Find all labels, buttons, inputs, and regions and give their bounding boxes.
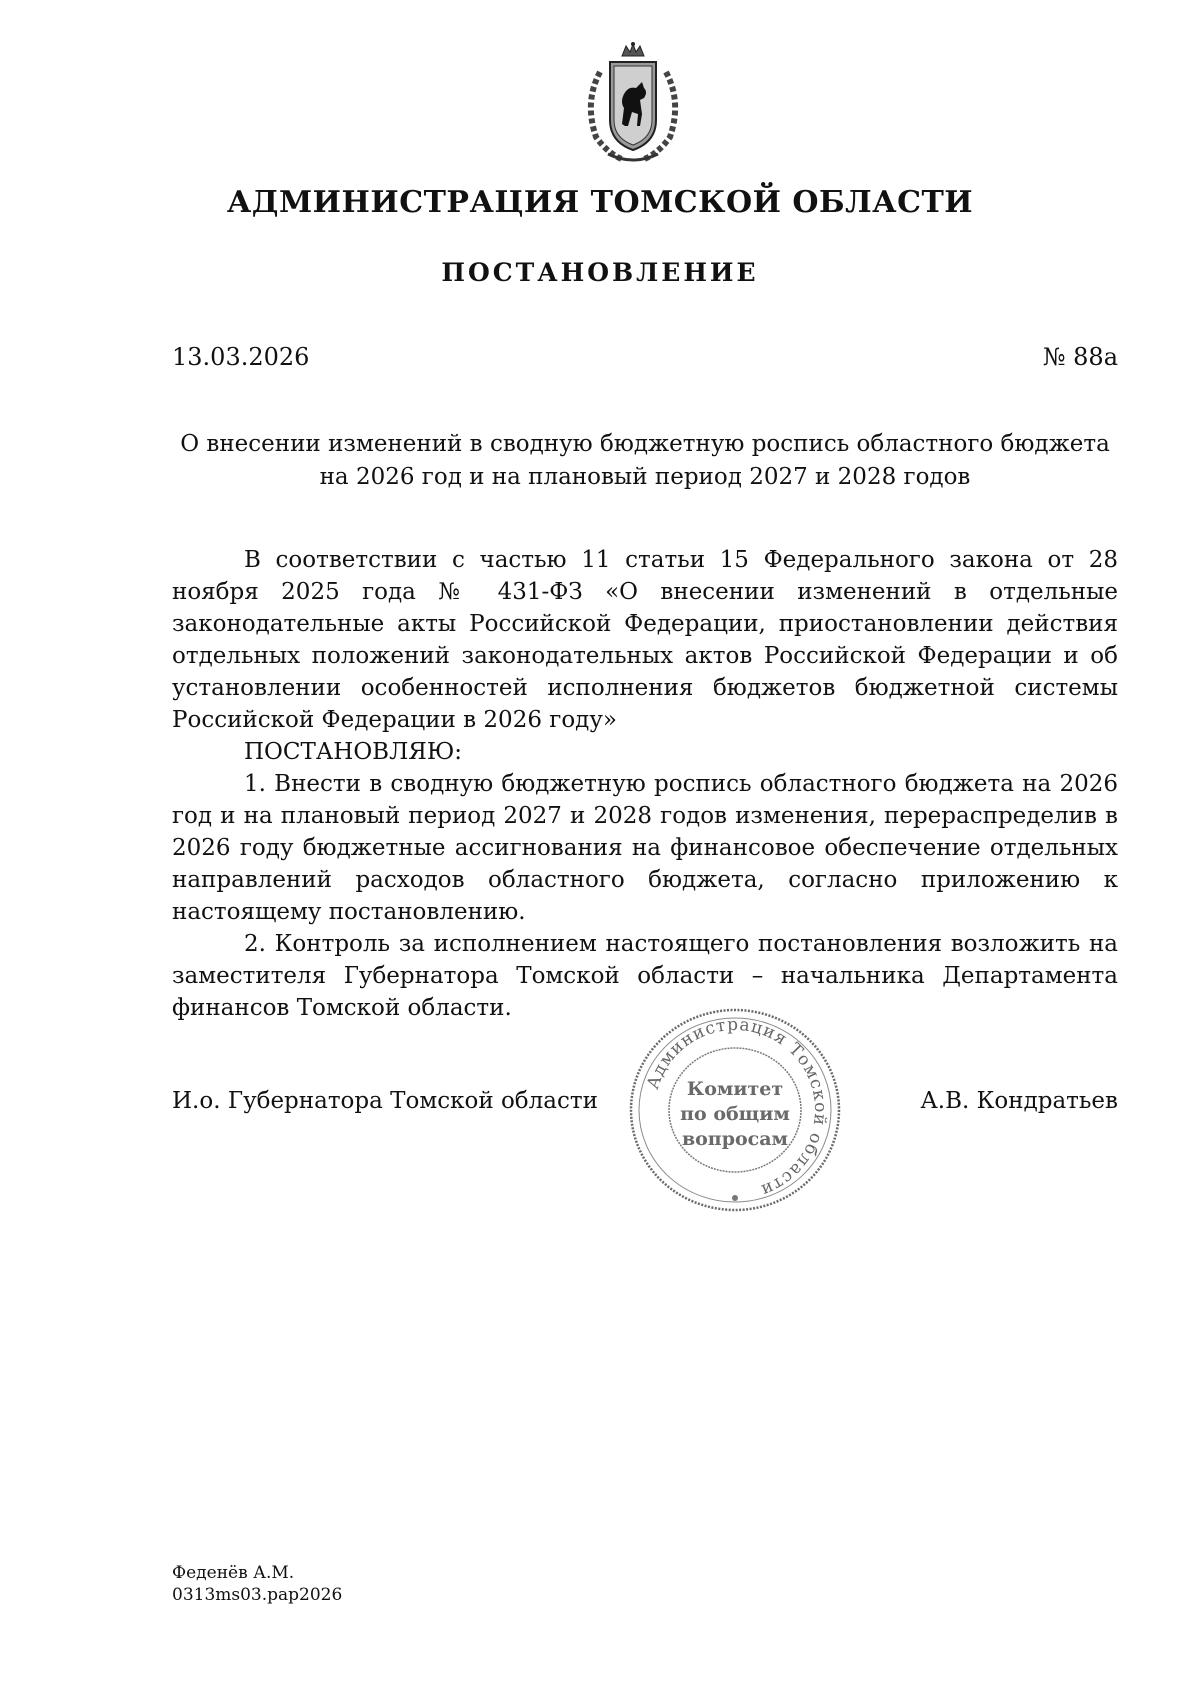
stamp-center-line: Комитет (686, 1078, 784, 1100)
stamp-center-line: вопросам (681, 1128, 789, 1150)
document-subject (172, 428, 1118, 494)
decree-word: ПОСТАНОВЛЯЮ: (244, 739, 463, 765)
document-number: № 88а (1042, 343, 1118, 371)
executor-block (172, 1562, 342, 1606)
document-type: ПОСТАНОВЛЕНИЕ (441, 258, 759, 287)
document-date: 13.03.2026 (172, 343, 310, 371)
item-paragraph-2: 2. Контроль за исполнением настоящего постановления возложить на заместителя Губернатора Томской области – начальника Департамента финансов Томской области. (172, 931, 1118, 1021)
executor-name: Феденёв А.М. (172, 1563, 295, 1583)
document-body (172, 544, 1118, 1024)
official-stamp (625, 1003, 845, 1218)
signer-position: И.о. Губернатора Томской области (172, 1088, 598, 1114)
executor-file: 0313ms03.pap2026 (172, 1585, 343, 1605)
organization-title: АДМИНИСТРАЦИЯ ТОМСКОЙ ОБЛАСТИ (226, 185, 974, 220)
stamp-center-line: по общим (680, 1103, 790, 1125)
stamp-ring-text: Администрация Томской области (643, 1014, 831, 1201)
signer-name: А.В. Кондратьев (920, 1088, 1118, 1114)
coat-of-arms-icon (578, 42, 688, 167)
subject-line: на 2026 год и на плановый период 2027 и 2028 годов (319, 464, 971, 490)
subject-line: О внесении изменений в сводную бюджетную роспись областного бюджета (180, 431, 1110, 457)
item-paragraph-1: 1. Внести в сводную бюджетную роспись областного бюджета на 2026 год и на плановый период 2027 и 2028 годов изменения, перераспределив в 2026 году бюджетные ассигнования на финансовое обеспечение отдельных направлений расходов областного бюджета, согласно приложению к настоящему постановлению. (172, 771, 1118, 925)
preamble-paragraph: В соответствии с частью 11 статьи 15 Федерального закона от 28 ноября 2025 года № 431-ФЗ «О внесении изменений в отдельные законодательные акты Российской Федерации, приостановлении действия отдельных положений законодательных актов Российской Федерации и об установлении особенностей исполнения бюджетов бюджетной системы Российской Федерации в 2026 году» (172, 547, 1118, 733)
